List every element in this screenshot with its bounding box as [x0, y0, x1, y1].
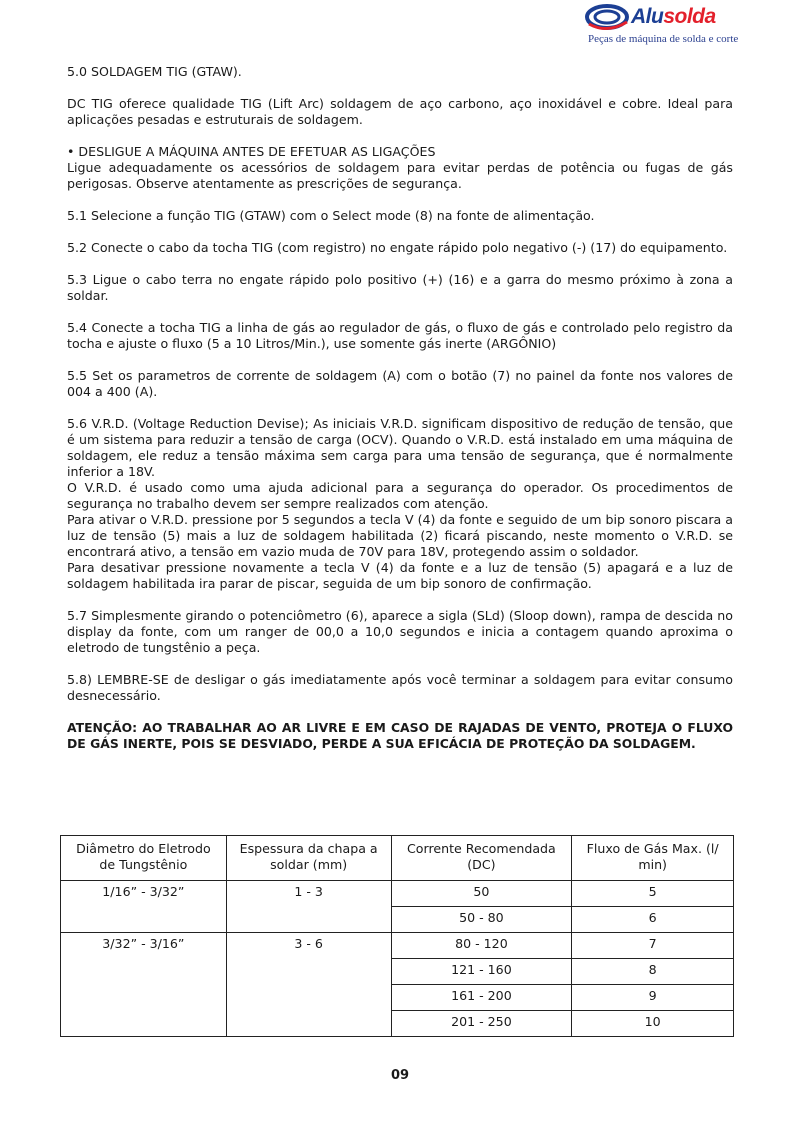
thickness-cell: 3 - 6	[226, 933, 391, 1037]
gas-flow-cell: 9	[572, 985, 734, 1011]
step-5-7: 5.7 Simplesmente girando o potenciômetro (6), aparece a sigla (SLd) (Sloop down), rampa de descida no display da fonte, com um ranger de 00,0 a 10,0 segundos e inicia a contagem quando aproxima o eletrodo de tungstênio a peça.	[67, 608, 733, 655]
header-max-gas-flow: Fluxo de Gás Max. (l/ min)	[572, 836, 734, 881]
step-5-8: 5.8) LEMBRE-SE de desligar o gás imediatamente após você terminar a soldagem para evitar consumo desnecessário.	[67, 672, 733, 703]
logo-wordmark	[631, 5, 716, 29]
table-row	[61, 933, 734, 959]
brand-logo	[583, 2, 743, 50]
current-cell: 121 - 160	[391, 959, 572, 985]
thickness-cell: 1 - 3	[226, 881, 391, 933]
tig-parameters-table	[60, 835, 734, 1037]
logo-wordmark-red: solda	[663, 5, 716, 28]
electrode-cell: 3/32” - 3/16”	[61, 933, 227, 1037]
step-5-6-vrd-usage: O V.R.D. é usado como uma ajuda adicional para a segurança do operador. Os procedimentos de segurança no trabalho devem ser sempre realizados com atenção.	[67, 480, 733, 511]
electrode-cell: 1/16” - 3/32”	[61, 881, 227, 933]
current-cell: 50 - 80	[391, 907, 572, 933]
intro-paragraph: DC TIG oferece qualidade TIG (Lift Arc) soldagem de aço carbono, aço inoxidável e cobre. Ideal para aplicações pesadas e estruturais de soldagem.	[67, 96, 733, 127]
step-5-5: 5.5 Set os parametros de corrente de soldagem (A) com o botão (7) no painel da fonte nos valores de 004 a 400 (A).	[67, 368, 733, 399]
caution-heading: • DESLIGUE A MÁQUINA ANTES DE EFETUAR AS LIGAÇÕES	[67, 144, 436, 159]
step-5-6-vrd-deactivate: Para desativar pressione novamente a tecla V (4) da fonte e a luz de tensão (5) apagará e a luz de soldagem habilitada ira parar de piscar, seguida de um bip sonoro de confirmação.	[67, 560, 733, 591]
step-5-6-vrd-activate: Para ativar o V.R.D. pressione por 5 segundos a tecla V (4) da fonte e seguido de um bip sonoro piscara a luz de tensão (5) mais a luz de soldagem habilitada (2) ficará piscando, neste momento o V.R.D. se encontrará ativo, a tensão em vazio muda de 70V para 18V, protegendo assim o soldador.	[67, 512, 733, 559]
current-cell: 80 - 120	[391, 933, 572, 959]
header-electrode-diameter: Diâmetro do Eletrodo de Tungstênio	[61, 836, 227, 881]
document-body	[67, 64, 733, 752]
page-number: 09	[390, 1068, 410, 1083]
header-plate-thickness: Espessura da chapa a soldar (mm)	[226, 836, 391, 881]
step-5-4: 5.4 Conecte a tocha TIG a linha de gás ao regulador de gás, o fluxo de gás e controlado pelo registro da tocha e ajuste o fluxo (5 a 10 Litros/Min.), use somente gás inerte (ARGÔNIO)	[67, 320, 733, 351]
logo-wordmark-blue: Alu	[631, 5, 664, 28]
current-cell: 161 - 200	[391, 985, 572, 1011]
header-recommended-current: Corrente Recomendada (DC)	[391, 836, 572, 881]
section-title: 5.0 SOLDAGEM TIG (GTAW).	[67, 64, 242, 79]
wind-warning: ATENÇÃO: AO TRABALHAR AO AR LIVRE E EM CASO DE RAJADAS DE VENTO, PROTEJA O FLUXO DE GÁS INERTE, POIS SE DESVIADO, PERDE A SUA EFICÁCIA DE PROTEÇÃO DA SOLDAGEM.	[67, 720, 733, 751]
gas-flow-cell: 6	[572, 907, 734, 933]
current-cell: 50	[391, 881, 572, 907]
gas-flow-cell: 10	[572, 1011, 734, 1037]
step-5-6-vrd-definition: 5.6 V.R.D. (Voltage Reduction Devise); As iniciais V.R.D. significam dispositivo de redução de tensão, que é um sistema para reduzir a tensão de carga (OCV). Quando o V.R.D. está instalado em uma máquina de soldagem, ele reduz a tensão máxima sem carga para uma tensão de segurança, que é normalmente inferior a 18V.	[67, 416, 733, 479]
step-5-1: 5.1 Selecione a função TIG (GTAW) com o Select mode (8) na fonte de alimentação.	[67, 208, 595, 223]
current-cell: 201 - 250	[391, 1011, 572, 1037]
logo-ring-icon	[583, 2, 633, 34]
gas-flow-cell: 7	[572, 933, 734, 959]
table-row	[61, 881, 734, 907]
step-5-3: 5.3 Ligue o cabo terra no engate rápido polo positivo (+) (16) e a garra do mesmo próximo à zona a soldar.	[67, 272, 733, 303]
gas-flow-cell: 8	[572, 959, 734, 985]
step-5-2: 5.2 Conecte o cabo da tocha TIG (com registro) no engate rápido polo negativo (-) (17) do equipamento.	[67, 240, 728, 255]
caution-text: Ligue adequadamente os acessórios de soldagem para evitar perdas de potência ou fugas de gás perigosas. Observe atentamente as prescrições de segurança.	[67, 160, 733, 191]
gas-flow-cell: 5	[572, 881, 734, 907]
table-header-row	[61, 836, 734, 881]
logo-tagline: Peças de máquina de solda e corte	[588, 33, 739, 45]
